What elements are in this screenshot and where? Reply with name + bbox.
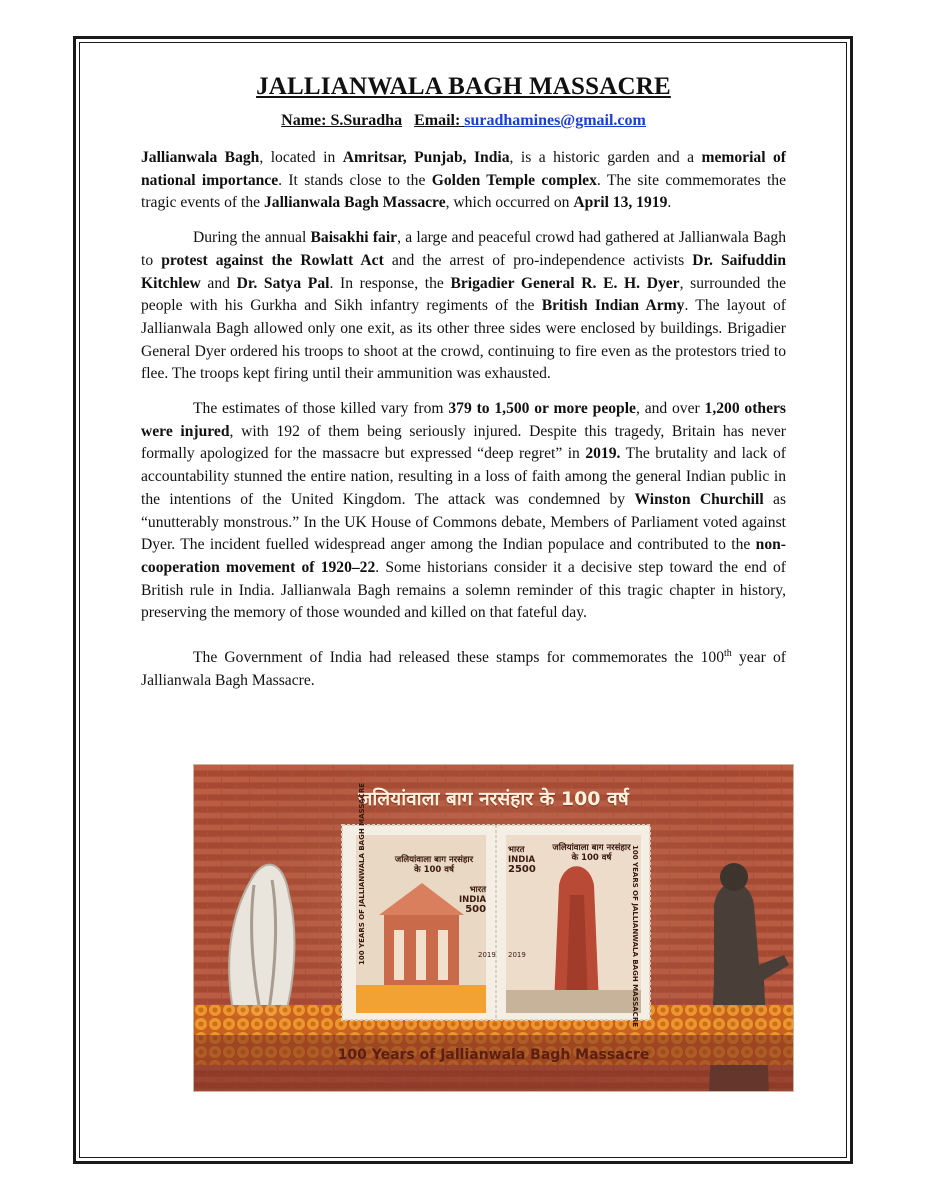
email-label: Email: <box>414 112 461 129</box>
text-run: year of Jallianwala Bagh Massacre. <box>141 649 786 689</box>
text-run: . The layout of Jallianwala Bagh allowed only one exit, as its other three sides were enclosed by buildings. Brigadier General Dyer ordered his troops to shoot at the crowd, continuing to fire even as the protestors tried to flee. The troops kept firing until their ammunition was exhausted. <box>141 297 786 383</box>
text-run: . It stands close to the <box>278 171 432 189</box>
text-run: , is a historic garden and a <box>509 149 702 166</box>
stamp-sheet-image <box>193 764 794 1092</box>
bold-phrase: memorial of national importance <box>141 149 786 189</box>
paragraph-1 <box>141 147 786 215</box>
paragraph-4 <box>141 647 786 692</box>
bold-phrase: Brigadier General R. E. H. Dyer <box>450 274 680 292</box>
left-stamp-denomination: भारत INDIA 500 <box>459 885 487 915</box>
bold-phrase: 2019. <box>585 445 621 463</box>
stamp-sheet-artwork <box>194 765 794 1092</box>
email-link[interactable]: suradhamines@gmail.com <box>464 112 646 129</box>
document-body <box>141 70 786 692</box>
text-run: . Some historians consider it a decisive step toward the end of British rule in India. Jallianwala Bagh remains a solemn reminder of this tragic chapter in history, preserving the memory of those wounded and killed on that fateful day. <box>141 558 787 622</box>
text-run: , and over <box>635 400 705 418</box>
stamp-sheet-hindi-title: जलियांवाला बाग नरसंहार के 100 वर्ष <box>358 788 629 810</box>
text-run: , which occurred on <box>445 194 574 212</box>
right-stamp-denomination: भारत INDIA 2500 <box>508 845 536 875</box>
text-run: . <box>667 194 672 212</box>
bold-phrase: Jallianwala Bagh Massacre <box>263 194 446 212</box>
text-run: . In response, the <box>329 274 451 292</box>
left-stamp-hindi-title: जलियांवाला बाग नरसंहार के 100 वर्ष <box>394 855 474 875</box>
text-run: , surrounded the people with his Gurkha and Sikh infantry regiments of the <box>141 274 787 315</box>
right-stamp-side-text: 100 YEARS OF JALLIANWALA BAGH MASSACRE <box>631 845 639 1027</box>
bold-phrase: non-cooperation movement of 1920–22 <box>141 536 786 576</box>
document-title: JALLIANWALA BAGH MASSACRE <box>256 73 671 100</box>
byline <box>141 110 786 132</box>
paragraph-3 <box>141 398 786 625</box>
bold-phrase: Baisakhi fair <box>310 229 398 247</box>
text-run: , a large and peaceful crowd had gathered at Jallianwala Bagh to <box>141 229 787 269</box>
paragraph-2 <box>141 227 786 386</box>
bold-phrase: Amritsar, Punjab, India <box>342 149 510 166</box>
bold-phrase: Jallianwala Bagh <box>141 149 260 166</box>
text-run: The Government of India had released these stamps for commemorates the 100 <box>193 649 725 667</box>
bold-phrase: Golden Temple complex <box>431 171 597 189</box>
bold-phrase: Dr. Satya Pal <box>236 274 330 292</box>
text-run: and the arrest of pro-independence activists <box>383 251 693 269</box>
bold-phrase: Winston Churchill <box>634 490 764 508</box>
text-run: The brutality and lack of accountability stunned the entire nation, resulting in a loss of faith among the general Indian public in the intentions of the United Kingdom. The attack was condemned by <box>141 445 786 508</box>
text-run: . The site commemorates the tragic events of the <box>141 171 787 212</box>
text-run: , with 192 of them being seriously injured. Despite this tragedy, Britain has never formally apologized for the massacre but expressed “deep regret” in <box>141 422 786 463</box>
bold-phrase: April 13, 1919 <box>573 194 668 212</box>
text-run: as “unutterably monstrous.” In the UK House of Commons debate, Members of Parliament voted against Dyer. The incident fuelled widespread anger among the Indian populace and contributed to the <box>141 490 787 554</box>
text-run: The estimates of those killed vary from <box>193 400 449 418</box>
bold-phrase: 1,200 others were injured <box>141 400 786 440</box>
text-run: and <box>200 274 237 292</box>
author-name: Name: S.Suradha <box>281 112 403 129</box>
bold-phrase: 379 to 1,500 or more people <box>448 400 636 418</box>
bold-phrase: British Indian Army <box>541 297 685 315</box>
left-stamp-side-text: 100 YEARS OF JALLIANWALA BAGH MASSACRE <box>358 783 366 965</box>
text-run: , located in <box>259 149 343 166</box>
text-run: During the annual <box>193 229 311 247</box>
bold-phrase: Dr. Saifuddin Kitchlew <box>141 251 786 292</box>
bold-phrase: protest against the Rowlatt Act <box>161 251 384 269</box>
right-stamp-hindi-title: जलियांवाला बाग नरसंहार के 100 वर्ष <box>552 843 631 863</box>
left-stamp-year: 2019 <box>478 951 496 959</box>
superscript: th <box>724 647 732 659</box>
right-stamp-year: 2019 <box>508 951 526 959</box>
stamp-sheet-caption: 100 Years of Jallianwala Bagh Massacre <box>337 1047 650 1063</box>
